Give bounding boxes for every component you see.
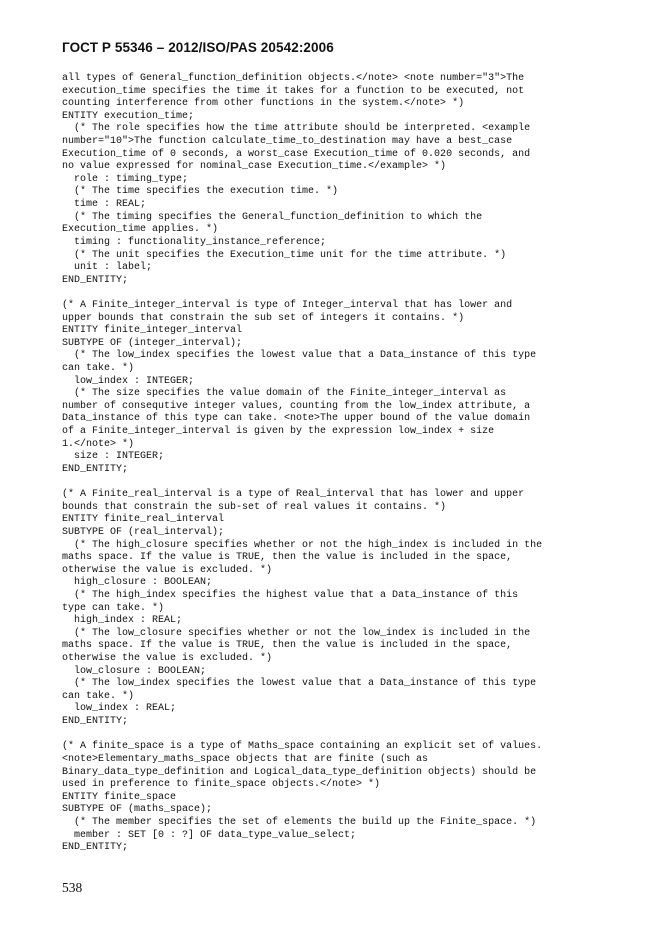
code-line: Binary_data_type_definition and Logical_data_type_definition objects) should be: [62, 766, 537, 778]
code-line: number="10">The function calculate_time_to_destination may have a best_case: [62, 136, 513, 148]
code-line: can take. *): [62, 363, 135, 375]
code-line: ENTITY execution_time;: [62, 110, 195, 122]
code-line: (* A finite_space is a type of Maths_space containing an explicit set of values.: [62, 741, 543, 753]
code-line: [62, 729, 622, 742]
code-line: upper bounds that constrain the sub set of integers it contains. *): [62, 312, 465, 324]
code-line: low_index : INTEGER;: [62, 375, 195, 387]
code-line: unit : label;: [62, 262, 153, 274]
code-line: high_closure : BOOLEAN;: [62, 577, 213, 589]
code-line: member : SET [0 : ?] OF data_type_value_select;: [62, 829, 357, 841]
code-line: no value expressed for nominal_case Execution_time.</example> *): [62, 161, 447, 173]
code-line: time : REAL;: [62, 199, 147, 211]
code-line: SUBTYPE OF (real_interval);: [62, 526, 225, 538]
code-line: (* The time specifies the execution time. *): [62, 186, 339, 198]
code-line: otherwise the value is excluded. *): [62, 564, 273, 576]
code-line: timing : functionality_instance_reference;: [62, 236, 327, 248]
code-line: END_ENTITY;: [62, 842, 129, 854]
code-line: 1.</note> *): [62, 438, 135, 450]
code-line: low_index : REAL;: [62, 703, 177, 715]
code-listing: [62, 73, 622, 855]
code-line: Data_instance of this type can take. <note>The upper bound of the value domain: [62, 413, 531, 425]
code-line: size : INTEGER;: [62, 451, 165, 463]
code-line: END_ENTITY;: [62, 716, 129, 728]
code-line: bounds that constrain the sub-set of real values it contains. *): [62, 501, 447, 513]
code-line: END_ENTITY;: [62, 274, 129, 286]
code-line: Execution_time of 0 seconds, a worst_case Execution_time of 0.020 seconds, and: [62, 148, 531, 160]
code-line: number of consequtive integer values, counting from the low_index attribute, a: [62, 400, 531, 412]
code-line: of a Finite_integer_interval is given by the expression low_index + size: [62, 426, 495, 438]
code-line: (* The unit specifies the Execution_time unit for the time attribute. *): [62, 249, 507, 261]
code-line: used in preference to finite_space objects.</note> *): [62, 779, 381, 791]
code-line: high_index : REAL;: [62, 615, 183, 627]
code-line: (* The high_index specifies the highest value that a Data_instance of this: [62, 589, 519, 601]
code-line: type can take. *): [62, 602, 165, 614]
code-line: (* The size specifies the value domain of the Finite_integer_interval as: [62, 388, 507, 400]
code-line: (* The role specifies how the time attribute should be interpreted. <example: [62, 123, 531, 135]
code-line: otherwise the value is excluded. *): [62, 653, 273, 665]
page-number: 538: [62, 880, 83, 895]
code-line: (* A Finite_real_interval is a type of Real_interval that has lower and upper: [62, 489, 525, 501]
code-line: can take. *): [62, 690, 135, 702]
code-line: execution_time specifies the time it takes for a function to be executed, not: [62, 85, 525, 97]
code-line: (* The low_closure specifies whether or not the low_index is included in the: [62, 627, 531, 639]
code-line: <note>Elementary_maths_space objects that are finite (such as: [62, 753, 429, 765]
code-line: SUBTYPE OF (integer_interval);: [62, 337, 243, 349]
code-line: ENTITY finite_integer_interval: [62, 325, 243, 337]
code-line: (* The high_closure specifies whether or not the high_index is included in the: [62, 539, 543, 551]
document-header: ГОСТ Р 55346 – 2012/ISO/PAS 20542:2006: [62, 40, 334, 55]
code-line: (* The timing specifies the General_function_definition to which the: [62, 211, 483, 223]
code-line: maths space. If the value is TRUE, then the value is included in the space,: [62, 552, 513, 564]
code-line: SUBTYPE OF (maths_space);: [62, 804, 213, 816]
code-line: [62, 477, 622, 490]
code-line: Execution_time applies. *): [62, 224, 219, 236]
code-line: (* A Finite_integer_interval is type of Integer_interval that has lower and: [62, 299, 513, 311]
code-line: ENTITY finite_real_interval: [62, 514, 225, 526]
code-line: all types of General_function_definition objects.</note> <note number="3">The: [62, 73, 525, 84]
code-line: ENTITY finite_space: [62, 791, 177, 803]
code-line: role : timing_type;: [62, 173, 189, 185]
code-line: (* The low_index specifies the lowest value that a Data_instance of this type: [62, 678, 537, 690]
code-line: maths space. If the value is TRUE, then the value is included in the space,: [62, 640, 513, 652]
code-line: (* The low_index specifies the lowest value that a Data_instance of this type: [62, 350, 537, 362]
code-line: END_ENTITY;: [62, 463, 129, 475]
code-line: counting interference from other functions in the system.</note> *): [62, 98, 465, 110]
code-line: low_closure : BOOLEAN;: [62, 665, 207, 677]
code-line: [62, 287, 622, 300]
code-line: (* The member specifies the set of elements the build up the Finite_space. *): [62, 816, 537, 828]
